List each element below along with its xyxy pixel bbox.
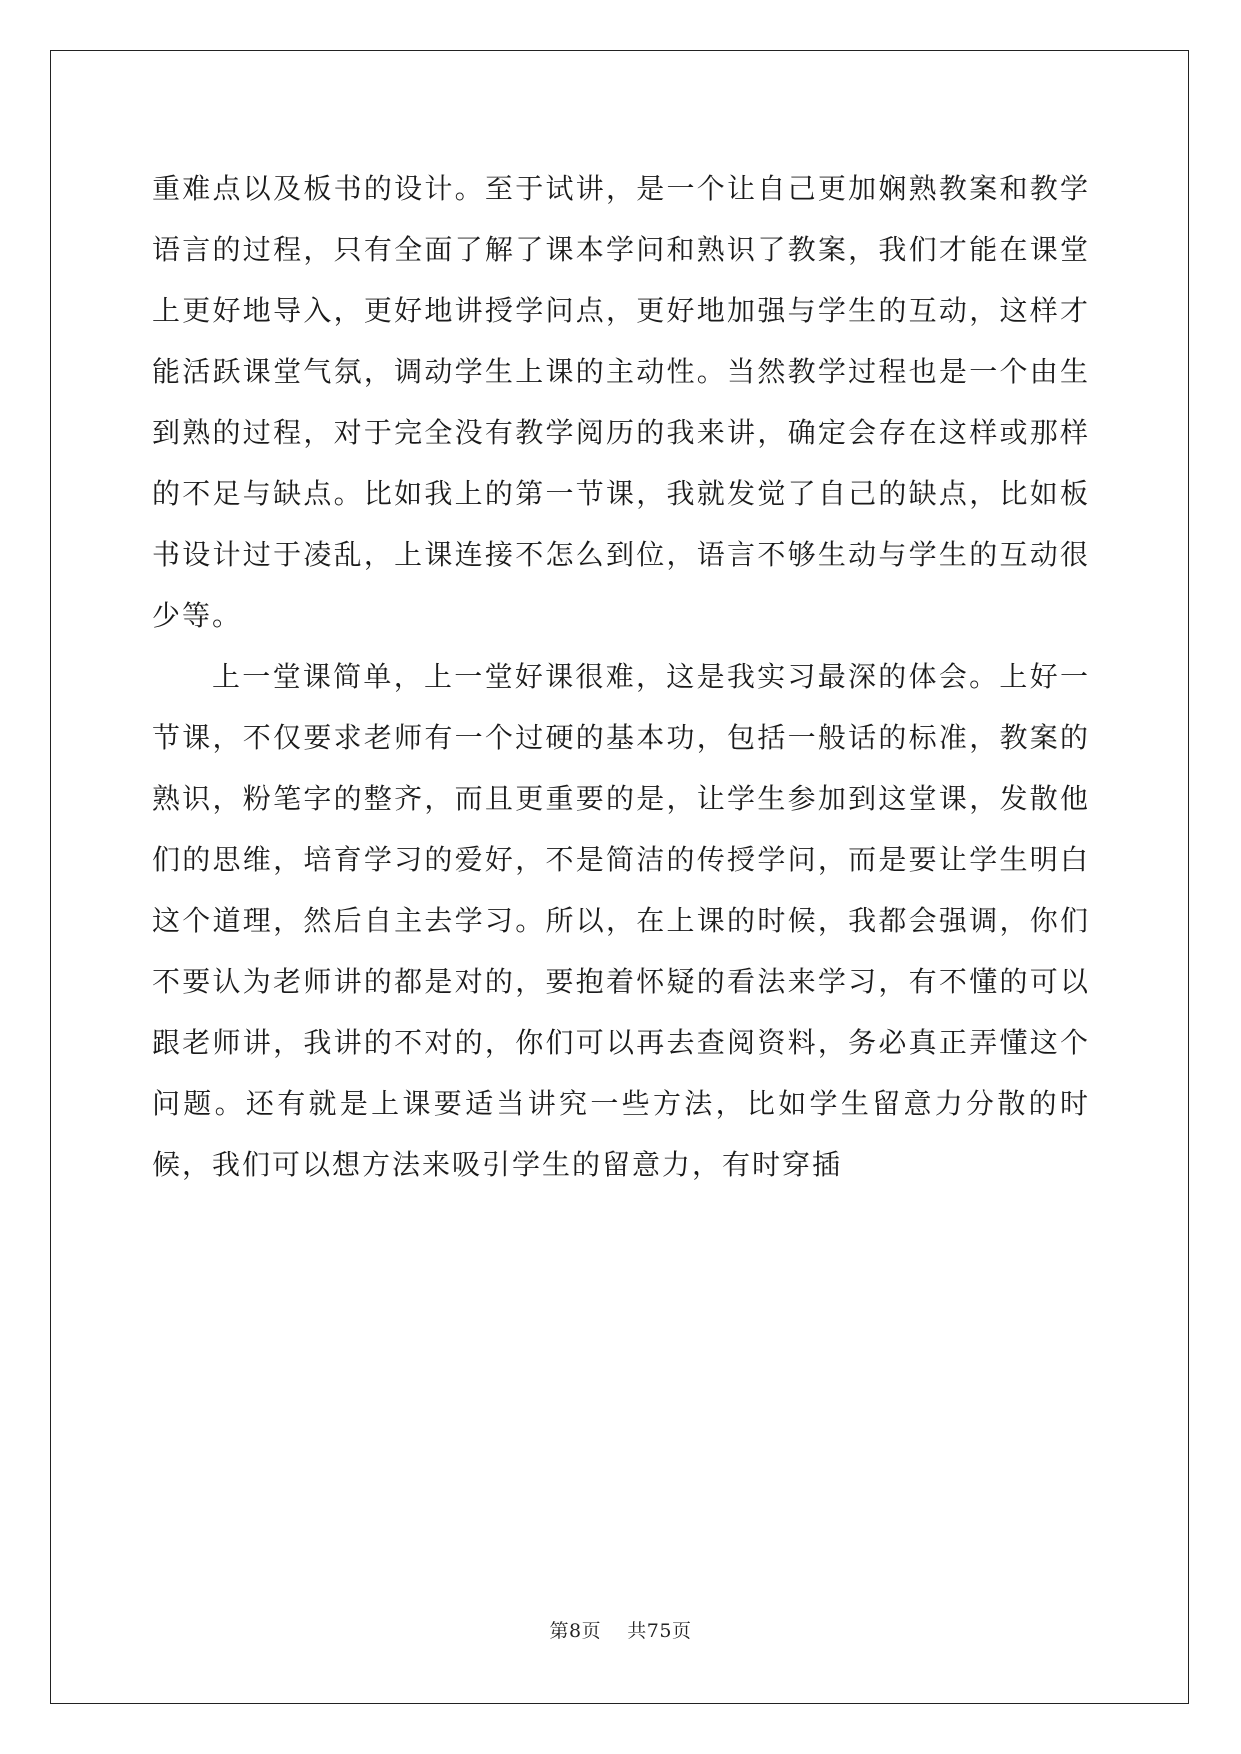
paragraph-second: 上一堂课简单，上一堂好课很难，这是我实习最深的体会。上好一节课，不仅要求老师有一个过硬的基本功，包括一般话的标准，教案的熟识，粉笔字的整齐，而且更重要的是，让学生参加到这堂课，发散他们的思维，培育学习的爱好，不是简洁的传授学问，而是要让学生明白这个道理，然后自主去学习。所以，在上课的时候，我都会强调，你们不要认为老师讲的都是对的，要抱着怀疑的看法来学习，有不懂的可以跟老师讲，我讲的不对的，你们可以再去查阅资料，务必真正弄懂这个问题。还有就是上课要适当讲究一些方法，比如学生留意力分散的时候，我们可以想方法来吸引学生的留意力，有时穿插: [152, 660, 1090, 1181]
page-footer: [0, 1616, 1241, 1643]
document-body: [152, 158, 1090, 1195]
paragraph-continuation: 重难点以及板书的设计。至于试讲，是一个让自己更加娴熟教案和教学语言的过程，只有全面了解了课本学问和熟识了教案，我们才能在课堂上更好地导入，更好地讲授学问点，更好地加强与学生的互动，这样才能活跃课堂气氛，调动学生上课的主动性。当然教学过程也是一个由生到熟的过程，对于完全没有教学阅历的我来讲，确定会存在这样或那样的不足与缺点。比如我上的第一节课，我就发觉了自己的缺点，比如板书设计过于凌乱，上课连接不怎么到位，语言不够生动与学生的互动很少等。: [152, 172, 1090, 632]
page-number: 第8页: [549, 1620, 602, 1642]
page-total: 共75页: [627, 1620, 692, 1642]
